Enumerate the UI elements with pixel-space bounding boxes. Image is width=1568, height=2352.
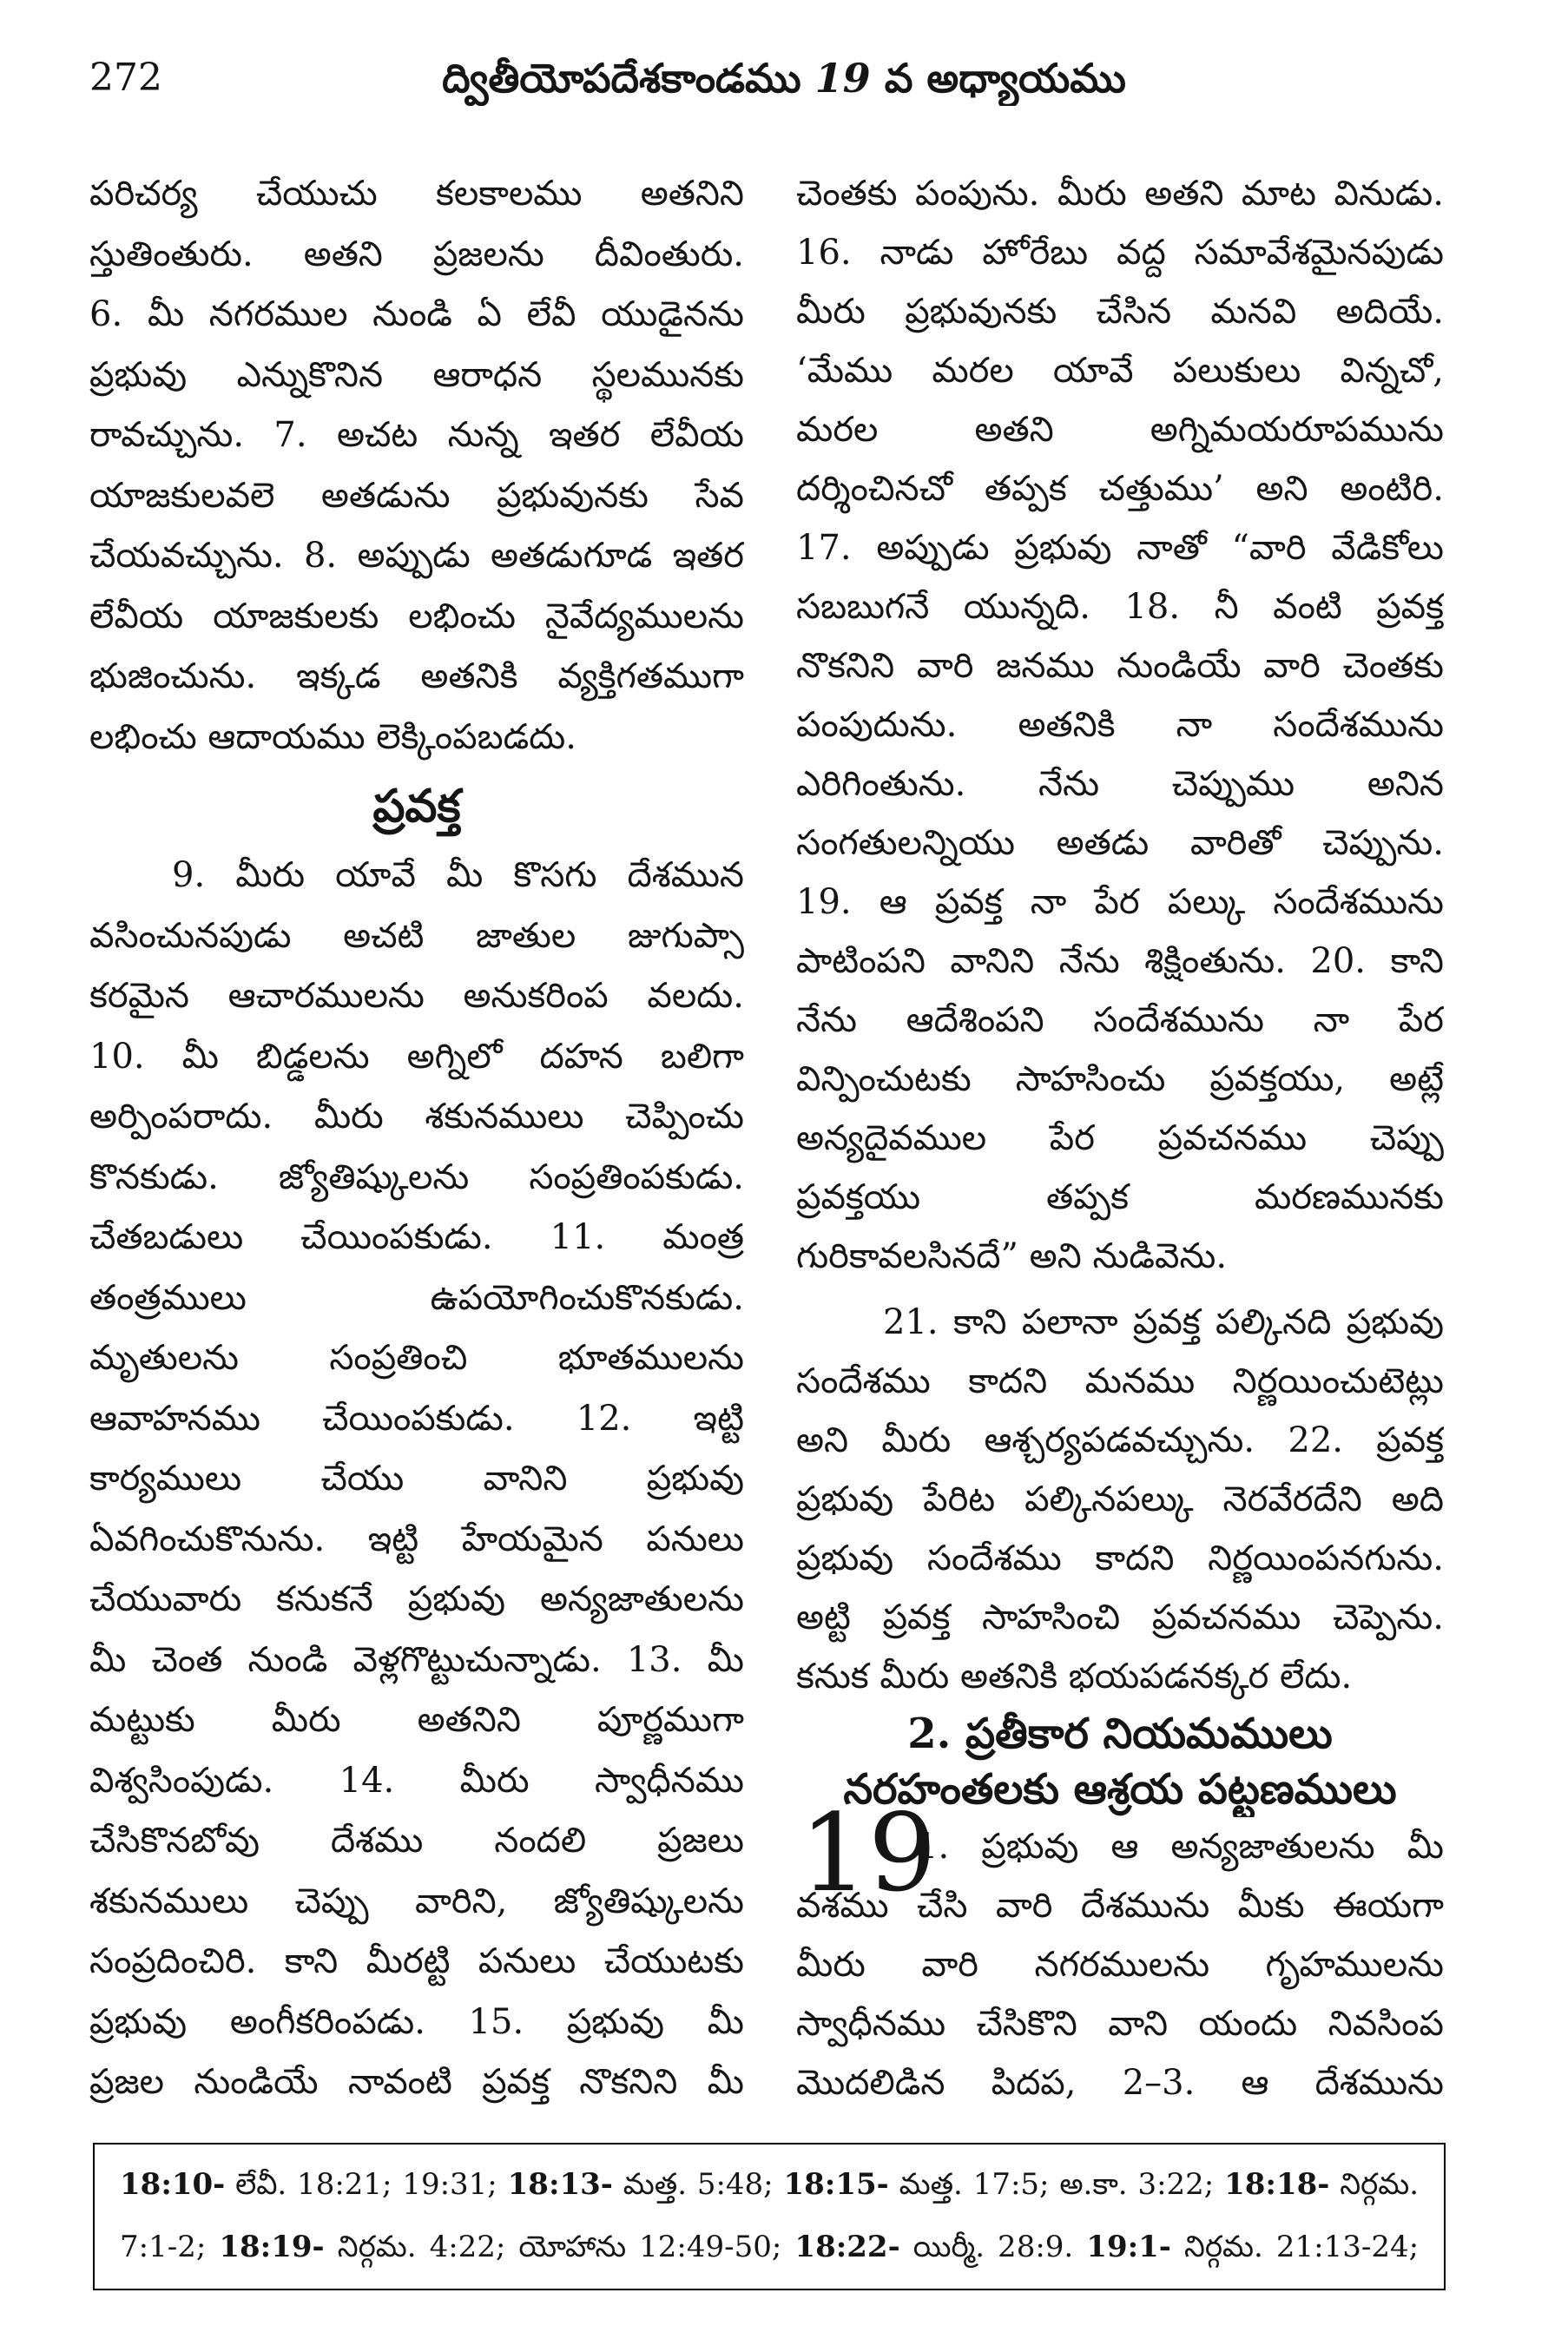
- text-line: విశ్వసింపుడు. 14. మీరు స్వాధీనము: [89, 1760, 744, 1801]
- footnote-line: [120, 2216, 1419, 2278]
- text-line: సంగతులన్నియు అతడు వారితో చెప్పును.: [796, 823, 1444, 863]
- text-line: ఆవాహనము చేయింపకుడు. 12. ఇట్టి: [89, 1398, 744, 1439]
- text-line: మీరు ప్రభువునకు చేసిన మనవి అదియే.: [796, 292, 1444, 332]
- text-line: ప్రభువు ఎన్నుకొనిన ఆరాధన స్థలమునకు: [89, 354, 744, 395]
- chapter-start: [796, 1791, 1444, 2112]
- text-line: రావచ్చును. 7. అచట నున్న ఇతర లేవీయ: [89, 415, 744, 455]
- text-line: మొదలిడిన పిదప, 2–3. ఆ దేశమును: [796, 2063, 1444, 2103]
- text-line: పాటింపని వానిని నేను శిక్షింతును. 20. కాని: [796, 941, 1444, 981]
- footnote-line: [120, 2153, 1419, 2216]
- chapter-drop-cap: 19: [800, 1791, 937, 1916]
- text-line: చెంతకు పంపును. మీరు అతని మాట వినుడు.: [796, 174, 1444, 214]
- cross-reference: 18:19-: [219, 2230, 325, 2264]
- text-line: శకునములు చెప్పు వారిని, జ్యోతిష్కులను: [89, 1881, 744, 1921]
- text-line: నొకనిని వారి జనము నుండియే వారి చెంతకు: [796, 646, 1444, 686]
- section-heading-subtitle: నరహంతలకు ఆశ్రయ పట్టణములు: [843, 1765, 1397, 1814]
- text-line: పంపుదును. అతనికి నా సందేశమును: [796, 705, 1444, 745]
- text-line: వశము చేసి వారి దేశమును మీకు ఈయగా: [796, 1886, 1444, 1926]
- cross-reference: 18:15-: [783, 2167, 889, 2202]
- text-line: చేయువారు కనుకనే ప్రభువు అన్యజాతులను: [89, 1579, 744, 1619]
- cross-reference: 18:22-: [794, 2230, 900, 2264]
- text-line: కొనకుడు. జ్యోతిష్కులను సంప్రతింపకుడు.: [89, 1156, 744, 1197]
- text-line: కనుక మీరు అతనికి భయపడనక్కర లేదు.: [796, 1657, 1353, 1696]
- text-line: యాజకులవలె అతడును ప్రభువునకు సేవ: [89, 475, 744, 516]
- text-line: అట్టి ప్రవక్త సాహసించి ప్రవచనము చెప్పెను.: [796, 1598, 1444, 1637]
- cross-reference-text: నిర్గమ. 21:13-24;: [1183, 2230, 1419, 2264]
- cross-reference-text: 7:1-2;: [120, 2230, 207, 2264]
- text-line: చేసికొనబోవు దేశము నందలి ప్రజలు: [89, 1821, 744, 1861]
- section-heading-title: 2. ప్రతీకార నియమములు: [907, 1710, 1333, 1758]
- text-line: లేవీయ యాజకులకు లభించు నైవేద్యములను: [89, 596, 744, 636]
- cross-reference: 19:1-: [1086, 2230, 1171, 2264]
- cross-reference-text: మత్త. 17:5; అ.కా. 3:22;: [899, 2167, 1215, 2202]
- cross-reference-text: యిర్మీ. 28:9.: [912, 2230, 1074, 2264]
- cross-reference-text: నిర్గమ.: [1340, 2167, 1419, 2202]
- text-line: ఏవగించుకొనును. ఇట్టి హేయమైన పనులు: [89, 1519, 744, 1559]
- text-line: సబబుగనే యున్నది. 18. నీ వంటి ప్రవక్త: [796, 587, 1444, 627]
- text-line: కార్యములు చేయు వానిని ప్రభువు: [89, 1459, 744, 1499]
- text-line: గురికావలసినదే” అని నుడివెను.: [796, 1236, 1228, 1276]
- text-line: దర్శించినచో తప్పక చత్తుము’ అని అంటిరి.: [796, 469, 1444, 509]
- page-number: 272: [89, 56, 162, 100]
- text-line: తంత్రములు ఉపయోగించుకొనకుడు.: [89, 1277, 744, 1318]
- text-line: ఎరిగింతును. నేను చెప్పుము అనిన: [796, 764, 1444, 804]
- paragraph-gap: [796, 1286, 1444, 1293]
- text-line: భుజించును. ఇక్కడ అతనికి వ్యక్తిగతముగా: [89, 656, 744, 696]
- text-line: మీరు వారి నగరములను గృహములను: [796, 1945, 1444, 1985]
- text-line: అని మీరు ఆశ్చర్యపడవచ్చును. 22. ప్రవక్త: [796, 1420, 1444, 1460]
- footnote-box: [93, 2143, 1446, 2290]
- text-line: అర్పింపరాదు. మీరు శకునములు చెప్పించు: [89, 1097, 744, 1136]
- text-line: 10. మీ బిడ్డలను అగ్నిలో దహన బలిగా: [89, 1036, 744, 1077]
- section-heading-prophet: ప్రవక్త: [372, 780, 461, 833]
- text-line: 21. కాని పలానా ప్రవక్త పల్కినది ప్రభువు: [883, 1302, 1444, 1342]
- book-title: ద్వితీయోపదేశకాండము: [442, 55, 801, 102]
- text-line: అన్యదైవముల పేర ప్రవచనము చెప్పు: [796, 1118, 1444, 1158]
- text-line: లభించు ఆదాయము లెక్కింపబడదు.: [89, 716, 576, 757]
- chapter-word: వ అధ్యాయము: [884, 55, 1126, 102]
- chapter-number: 19: [814, 55, 871, 102]
- cross-reference-text: మత్త. 5:48;: [623, 2167, 774, 2202]
- right-column: [796, 164, 1444, 2112]
- text-line: సంప్రదించిరి. కాని మీరట్టి పనులు చేయుటకు: [89, 1941, 744, 1981]
- text-line: ప్రభువు పేరిట పల్కినపల్కు నెరవేరదేని అది: [796, 1479, 1444, 1519]
- cross-reference: 18:10-: [120, 2167, 226, 2202]
- cross-reference-text: లేవీ. 18:21; 19:31;: [235, 2167, 497, 2202]
- cross-reference-text: నిర్గమ. 4:22; యోహాను 12:49-50;: [337, 2230, 782, 2264]
- text-line: మీ చెంత నుండి వెళ్లగొట్టుచున్నాడు. 13. మీ: [89, 1639, 744, 1680]
- cross-reference: 18:13-: [507, 2167, 613, 2202]
- text-line: చేతబడులు చేయింపకుడు. 11. మంత్ర: [89, 1217, 744, 1257]
- text-line: స్వాధీనము చేసికొని వాని యందు నివసింప: [796, 2004, 1444, 2044]
- text-line: ప్రభువు అంగీకరింపడు. 15. ప్రభువు మీ: [89, 2001, 744, 2042]
- text-line: సందేశము కాదని మనము నిర్ణయించుటెట్లు: [796, 1361, 1444, 1401]
- text-line: 19. ఆ ప్రవక్త నా పేర పల్కు సందేశమును: [796, 882, 1444, 922]
- text-line: 9. మీరు యావే మీ కొసగు దేశమున: [172, 855, 744, 895]
- text-line: ప్రభువు సందేశము కాదని నిర్ణయింపనగును.: [796, 1538, 1444, 1578]
- text-line: 16. నాడు హోరేబు వద్ద సమావేశమైనపుడు: [796, 233, 1444, 273]
- text-line: స్తుతింతురు. అతని ప్రజలను దీవింతురు.: [89, 234, 744, 274]
- text-line: కరమైన ఆచారములను అనుకరింప వలదు.: [89, 976, 744, 1016]
- text-line: ప్రజల నుండియే నావంటి ప్రవక్త నొకనిని మీ: [89, 2062, 744, 2102]
- cross-reference: 18:18-: [1224, 2167, 1330, 2202]
- left-column: [89, 164, 744, 2113]
- text-line: ప్రవక్తయు తప్పక మరణమునకు: [796, 1177, 1444, 1217]
- text-line: వసించునపుడు అచటి జాతుల జుగుప్సా: [89, 915, 744, 956]
- text-line: 6. మీ నగరముల నుండి ఏ లేవీ యుడైనను: [89, 294, 744, 334]
- text-line: 17. అప్పుడు ప్రభువు నాతో “వారి వేడికోలు: [796, 528, 1444, 568]
- text-line: ‘మేము మరల యావే పలుకులు విన్నచో,: [796, 351, 1444, 391]
- running-title: [330, 50, 1238, 106]
- text-line: విన్పించుటకు సాహసించు ప్రవక్తయు, అట్లే: [796, 1059, 1444, 1099]
- text-line: మృతులను సంప్రతించి భూతములను: [89, 1338, 744, 1378]
- text-line: నేను ఆదేశింపని సందేశమును నా పేర: [796, 1000, 1444, 1040]
- text-line: పరిచర్య చేయుచు కలకాలము అతనిని: [89, 174, 744, 214]
- text-line: చేయవచ్చును. 8. అప్పుడు అతడుగూడ ఇతర: [89, 536, 744, 576]
- text-line: మరల అతని అగ్నిమయరూపమును: [796, 410, 1444, 450]
- text-line: మట్టుకు మీరు అతనిని పూర్ణముగా: [89, 1700, 744, 1740]
- text-line: 1. ప్రభువు ఆ అన్యజాతులను మీ: [916, 1827, 1444, 1867]
